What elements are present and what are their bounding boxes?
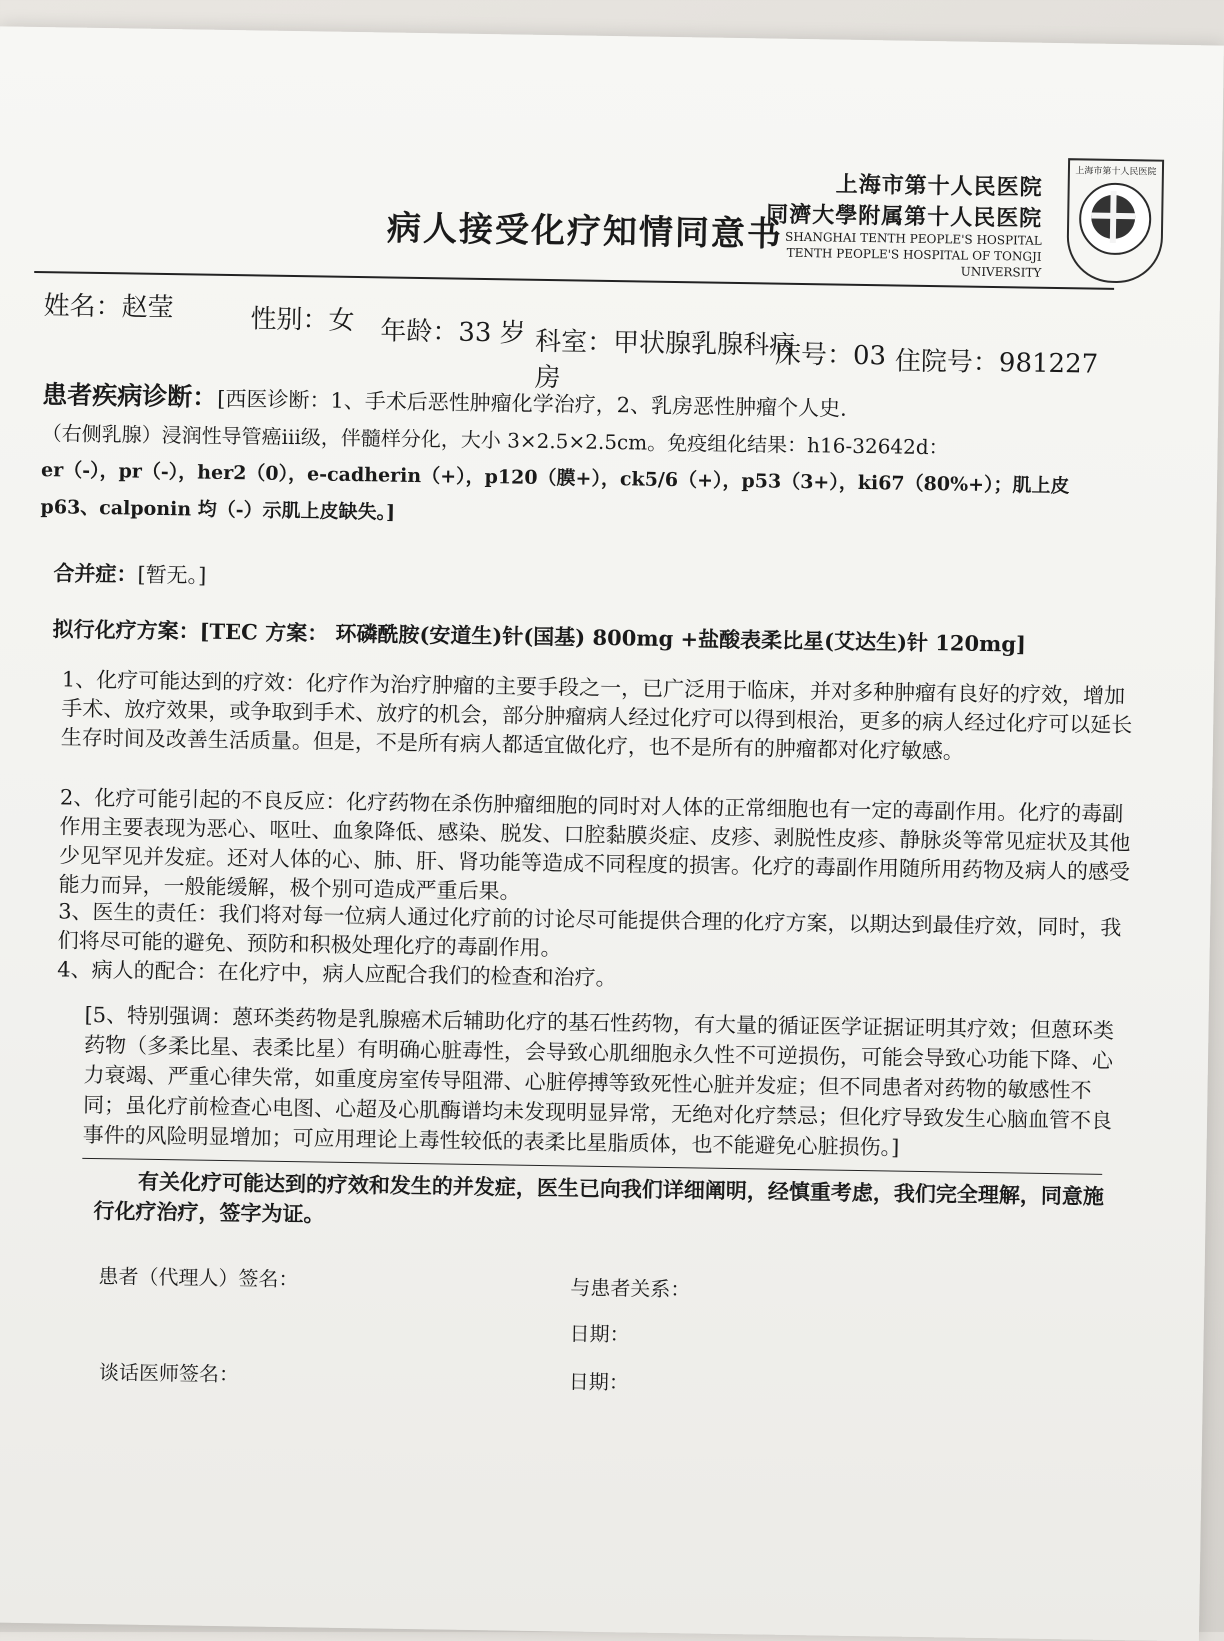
plan-value: [TEC 方案： 环磷酰胺(安道生)针(国基) 800mg +盐酸表柔比星(艾达生)针 120mg]	[199, 618, 1027, 657]
complication-label: 合并症：	[53, 560, 138, 587]
hospital-logo-icon	[1066, 158, 1164, 283]
consent-form-paper	[0, 26, 1224, 1641]
section-doctor-responsibility: 3、医生的责任：我们将对每一位病人通过化疗前的讨论尽可能提供合理的化疗方案，以期达到最佳疗效，同时，我们将尽可能的避免、预防和积极处理化疗的毒副作用。	[57, 899, 1122, 961]
diagnosis-block	[40, 379, 1162, 541]
date-label-2: 日期：	[568, 1369, 630, 1395]
hospital-name-cn: 上海市第十人民医院	[835, 171, 1043, 201]
relationship-label: 与患者关系：	[570, 1275, 691, 1302]
consent-statement: 有关化疗可能达到的疗效和发生的并发症，医生已向我们详细阐明，经慎重考虑，我们完全理解，同意施行化疗治疗，签字为证。	[93, 1168, 1105, 1227]
patient-age: 年龄：33 岁	[380, 316, 526, 349]
diagnosis-label: 患者疾病诊断：	[42, 380, 218, 412]
bed-number: 床号：03	[774, 339, 887, 372]
hospital-name-en-university: TENTH PEOPLE'S HOSPITAL OF TONGJI UNIVERSITY	[786, 245, 1042, 280]
complication-value: [暂无。]	[137, 562, 207, 588]
complication-row	[53, 557, 206, 591]
patient-department: 科室：甲状腺乳腺科病	[534, 326, 796, 361]
plan-label: 拟行化疗方案：	[52, 616, 200, 644]
patient-name: 姓名：赵莹	[43, 291, 174, 324]
logo-text: 上海市第十人民医院	[1075, 166, 1157, 178]
diagnosis-line-1: [西医诊断：1、手术后恶性肿瘤化学治疗，2、乳房恶性肿瘤个人史.	[217, 386, 847, 421]
hospital-name-en: SHANGHAI TENTH PEOPLE'S HOSPITAL	[784, 229, 1042, 248]
diagnosis-line-3: er（-），pr（-），her2（0），e-cadherin（+），p120（膜+），ck5/6（+），p53（3+），ki67（80%+）；肌上皮	[40, 459, 1070, 498]
patient-gender: 性别：女	[250, 304, 355, 336]
patient-signature-label: 患者（代理人）签名：	[98, 1264, 299, 1292]
hospital-name-block	[761, 166, 1043, 280]
diagnosis-line-4: p63、calponin 均（-）示肌上皮缺失。]	[40, 496, 396, 524]
date-label-1: 日期：	[569, 1321, 630, 1347]
form-title: 病人接受化疗知情同意书	[386, 208, 784, 255]
hospital-name-cn-university: 同濟大學附属第十人民医院	[765, 201, 1043, 232]
diagnosis-line-2: （右侧乳腺）浸润性导管癌iii级，伴髓样分化，大小 3×2.5×2.5cm。免疫组化结果：h16-32642d：	[41, 421, 949, 460]
section-efficacy: 1、化疗可能达到的疗效：化疗作为治疗肿瘤的主要手段之一，已广泛用于临床，并对多种肿瘤有良好的疗效，增加手术、放疗效果，或争取到手术、放疗的机会，部分肿瘤病人经过化疗可以得到根治，更多的病人经过化疗可以延长生存时间及改善生活质量。但是，不是所有病人都适宜做化疗，也不是所有的肿瘤都对化疗敏感。	[60, 667, 1133, 764]
admission-number: 住院号：981227	[894, 346, 1099, 380]
doctor-signature-label: 谈话医师签名：	[98, 1360, 240, 1387]
plan-row	[52, 613, 1152, 662]
patient-department-cont: 房	[534, 362, 561, 394]
section-adverse-reactions: 2、化疗可能引起的不良反应：化疗药物在杀伤肿瘤细胞的同时对人体的正常细胞也有一定的毒副作用。化疗的毒副作用主要表现为恶心、呕吐、血象降低、感染、脱发、口腔黏膜炎症、皮疹、剥脱性皮疹、静脉炎等常见症状及其他少见罕见并发症。还对人体的心、肺、肝、肾功能等造成不同程度的损害。化疗的毒副作用随所用药物及病人的感受能力而异，一般能缓解，极个别可造成严重后果。	[58, 785, 1131, 904]
section-patient-cooperation: 4、病人的配合：在化疗中，病人应配合我们的检查和治疗。	[57, 957, 617, 991]
section-special-emphasis: [5、特别强调：蒽环类药物是乳腺癌术后辅助化疗的基石性药物，有大量的循证医学证据证明其疗效；但蒽环类药物（多柔比星、表柔比星）有明确心脏毒性，会导致心肌细胞永久性不可逆损伤，可能会导致心功能下降、心力衰竭、严重心律失常，如重度房室传导阻滞、心脏停搏等致死性心脏并发症；但不同患者对药物的敏感性不同；虽化疗前检查心电图、心超及心肌酶谱均未发现明显异常，无绝对化疗禁忌；但化疗导致发生心脑血管不良事件的风险明显增加；可应用理论上毒性较低的表柔比星脂质体，也不能避免心脏损伤。]	[82, 1002, 1115, 1160]
